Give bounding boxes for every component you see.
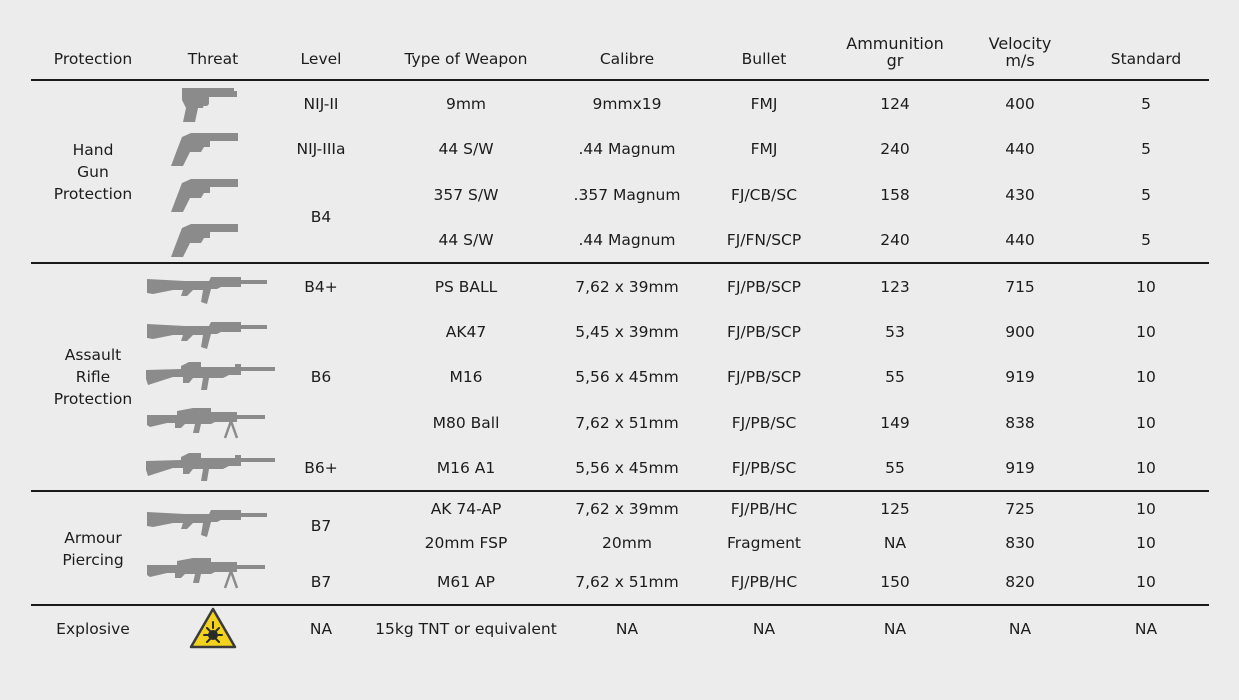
header-standard: Standard [1110, 50, 1182, 68]
bullet-cell: FJ/PB/SCP [727, 278, 801, 296]
type-cell: 44 S/W [438, 231, 494, 249]
calibre-cell: NA [615, 620, 639, 638]
type-cell: M80 Ball [432, 414, 500, 432]
level-cell: B7 [310, 517, 332, 535]
revolver-icon [168, 221, 242, 259]
header-calibre: Calibre [599, 50, 655, 68]
calibre-cell: 7,62 x 51mm [575, 414, 679, 432]
type-cell: 15kg TNT or equivalent [375, 620, 557, 638]
velocity-cell: 830 [1005, 534, 1035, 552]
ammo-cell: 149 [880, 414, 910, 432]
header-protection: Protection [53, 50, 133, 68]
calibre-cell: 9mmx19 [592, 95, 662, 113]
header-rule [31, 79, 1209, 81]
section-rule [31, 604, 1209, 606]
type-cell: AK 74-AP [430, 500, 502, 518]
calibre-cell: 5,45 x 39mm [575, 323, 679, 341]
header-ammunition: Ammunition gr [846, 34, 944, 70]
velocity-cell: 430 [1005, 186, 1035, 204]
ammo-cell: 55 [885, 368, 905, 386]
velocity-cell: 400 [1005, 95, 1035, 113]
explosive-warning-icon [189, 607, 237, 649]
calibre-cell: 7,62 x 39mm [575, 500, 679, 518]
ammo-cell: 150 [880, 573, 910, 591]
group-armour-piercing: Armour Piercing [62, 529, 124, 569]
standard-cell: 5 [1141, 140, 1151, 158]
standard-cell: 5 [1141, 95, 1151, 113]
standard-cell: 10 [1136, 414, 1156, 432]
type-cell: M16 [449, 368, 483, 386]
velocity-cell: 900 [1005, 323, 1035, 341]
ak-rifle-icon [145, 505, 270, 539]
standard-cell: 5 [1141, 186, 1151, 204]
type-cell: PS BALL [434, 278, 498, 296]
level-cell: B6+ [304, 459, 338, 477]
bullet-cell: FJ/PB/HC [730, 500, 798, 518]
ammo-cell: 158 [880, 186, 910, 204]
bullet-cell: FJ/PB/SCP [727, 323, 801, 341]
header-threat: Threat [187, 50, 239, 68]
ammo-cell: 53 [885, 323, 905, 341]
velocity-cell: 820 [1005, 573, 1035, 591]
ammo-cell: 125 [880, 500, 910, 518]
bullet-cell: FJ/PB/SC [731, 459, 797, 477]
section-rule [31, 490, 1209, 492]
velocity-cell: NA [1008, 620, 1032, 638]
calibre-cell: 5,56 x 45mm [575, 459, 679, 477]
machine-gun-icon [145, 405, 270, 443]
header-velocity: Velocity m/s [988, 34, 1052, 70]
velocity-cell: 725 [1005, 500, 1035, 518]
standard-cell: 10 [1136, 323, 1156, 341]
calibre-cell: 7,62 x 51mm [575, 573, 679, 591]
type-cell: M16 A1 [436, 459, 496, 477]
header-level: Level [300, 50, 342, 68]
calibre-cell: .357 Magnum [573, 186, 681, 204]
ammo-cell: 240 [880, 231, 910, 249]
ammo-cell: NA [883, 534, 907, 552]
bullet-cell: FMJ [750, 140, 778, 158]
type-cell: 44 S/W [438, 140, 494, 158]
header-bullet: Bullet [741, 50, 787, 68]
ammo-cell: NA [883, 620, 907, 638]
type-cell: M61 AP [437, 573, 495, 591]
level-cell: NIJ-II [303, 95, 339, 113]
standard-cell: 10 [1136, 500, 1156, 518]
level-cell: B4+ [304, 278, 338, 296]
bullet-cell: NA [752, 620, 776, 638]
standard-cell: 10 [1136, 534, 1156, 552]
m16-rifle-icon [143, 359, 278, 393]
ammo-cell: 55 [885, 459, 905, 477]
type-cell: 357 S/W [433, 186, 499, 204]
group-assault-rifle-protection: Assault Rifle Protection [53, 346, 133, 408]
standard-cell: NA [1134, 620, 1158, 638]
calibre-cell: 20mm [602, 534, 652, 552]
calibre-cell: .44 Magnum [578, 231, 676, 249]
machine-gun-icon [145, 555, 270, 593]
standard-cell: 5 [1141, 231, 1151, 249]
velocity-cell: 440 [1005, 231, 1035, 249]
bullet-cell: FMJ [750, 95, 778, 113]
type-cell: AK47 [445, 323, 487, 341]
header-type: Type of Weapon [404, 50, 528, 68]
level-cell: NA [309, 620, 333, 638]
velocity-cell: 715 [1005, 278, 1035, 296]
ak-rifle-icon [145, 317, 270, 351]
calibre-cell: 5,56 x 45mm [575, 368, 679, 386]
section-rule [31, 262, 1209, 264]
bullet-cell: FJ/FN/SCP [726, 231, 802, 249]
level-cell: NIJ-IIIa [296, 140, 346, 158]
ammo-cell: 123 [880, 278, 910, 296]
revolver-icon [168, 176, 242, 214]
bullet-cell: Fragment [726, 534, 802, 552]
ak-rifle-icon [145, 272, 270, 306]
revolver-icon [168, 130, 242, 168]
level-cell: B6 [310, 368, 332, 386]
calibre-cell: 7,62 x 39mm [575, 278, 679, 296]
pistol-icon [179, 86, 239, 124]
velocity-cell: 919 [1005, 459, 1035, 477]
bullet-cell: FJ/PB/SCP [727, 368, 801, 386]
level-cell: B4 [310, 208, 332, 226]
velocity-cell: 838 [1005, 414, 1035, 432]
level-cell: B7 [310, 573, 332, 591]
standard-cell: 10 [1136, 368, 1156, 386]
velocity-cell: 440 [1005, 140, 1035, 158]
ammo-cell: 240 [880, 140, 910, 158]
bullet-cell: FJ/CB/SC [730, 186, 798, 204]
standard-cell: 10 [1136, 573, 1156, 591]
group-hand-gun-protection: Hand Gun Protection [53, 141, 133, 203]
bullet-cell: FJ/PB/HC [730, 573, 798, 591]
calibre-cell: .44 Magnum [578, 140, 676, 158]
velocity-cell: 919 [1005, 368, 1035, 386]
standard-cell: 10 [1136, 278, 1156, 296]
type-cell: 9mm [445, 95, 487, 113]
m16-rifle-icon [143, 450, 278, 484]
ammo-cell: 124 [880, 95, 910, 113]
bullet-cell: FJ/PB/SC [731, 414, 797, 432]
group-explosive: Explosive [56, 620, 130, 638]
standard-cell: 10 [1136, 459, 1156, 477]
type-cell: 20mm FSP [424, 534, 508, 552]
